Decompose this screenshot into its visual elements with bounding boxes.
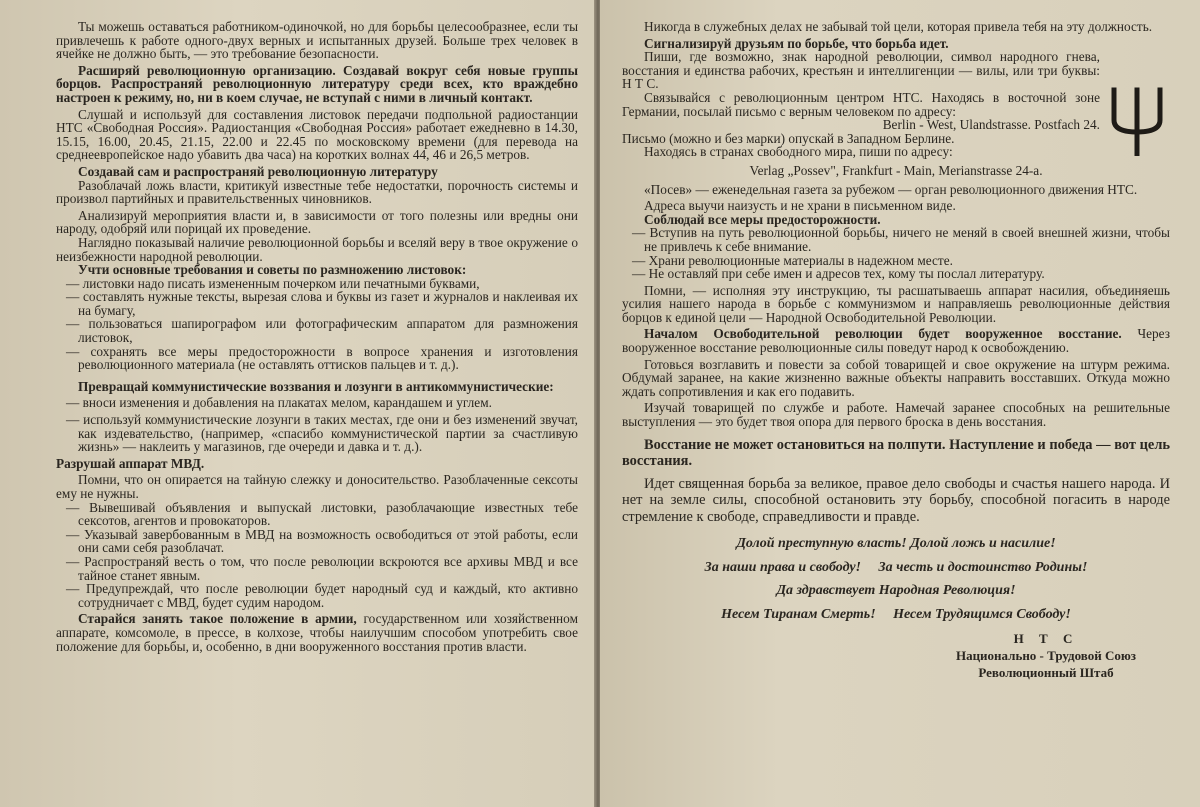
paragraph-uprising-start [622,327,1170,354]
paragraph-show: Наглядно показывай наличие революционной борьбы и вселяй веру в твое окружение о неизбежности народной революции. [56,234,578,264]
paragraph-position [56,612,578,653]
right-page [600,0,1200,807]
list-item: — листовки надо писать измененным почерком или печатными буквами, [66,275,480,291]
paragraph-expose: Разоблачай ложь власти, критикуй известные тебе недостатки, порочность системы и произвол партийных и правительственных чиновников. [56,177,578,207]
heading-slogans: Превращай коммунистические воззвания и лозунги в антикоммунистические: [78,378,554,394]
list-item: — Вывешивай объявления и выпускай листовки, разоблачающие известных тебе сексотов, агентов и провокаторов. [66,499,578,529]
address-berlin: Berlin - West, Ulandstrasse. Postfach 24. [882,117,1100,133]
paragraph-contact: Связывайся с революционным центром НТС. Находясь в восточной зоне Германии, посылай письмо с верным человеком по адресу: [622,89,1100,119]
paragraph-remember: Помни, — исполняя эту инструкцию, ты расшатываешь аппарат насилия, объединяешь усилия нашего народа в борьбе с коммунизмом и направляешь революционные действия борцов к единой цели — Народной Освободительной Революции. [622,282,1170,325]
list-item: — Распространяй весть о том, что после революции вскроются все архивы МВД и все тайное станет явным. [66,553,578,583]
paragraph-radio: Слушай и используй для составления листовок передачи подпольной радиостанции НТС «Свободная Россия». Радиостанция «Свободная Россия» работает ежедневно в 14.30, 15.15, 16.00, 20.45, 21.15, 22.00 и 22.45 по московскому времени (для перевода на среднеевропейское надо убавить два часа) на коротких волнах 44, 46 и 26,5 метров. [56,106,578,163]
paragraph-posev: «Посев» — еженедельная газета за рубежом — орган революционного движения НТС. [644,181,1138,197]
list-item: — Храни революционные материалы в надежном месте. [632,252,953,268]
left-page [0,0,596,807]
paragraph-signal: Пиши, где возможно, знак народной революции, символ народного гнева, восстания и единства рабочих, крестьян и интеллигенции — вилы, или три буквы: Н Т С. [622,49,1100,92]
paragraph-study: Изучай товарищей по службе и работе. Намечай заранее способных на решительные выступления — это будет твоя опора для первого броска в день восстания. [622,400,1170,430]
list-item: — Указывай завербованным в МВД на возможность освободиться от этой работы, если они сами себя разоблачат. [66,526,578,556]
list-item: — Предупреждай, что после революции будет народный суд и каждый, кто активно сотрудничает с МВД, будет судим народом. [66,581,578,610]
address-frankfurt: Verlag „Possev", Frankfurt - Main, Merianstrasse 24-a. [749,162,1043,178]
paragraph-holy: Идет священная борьба за великое, правое дело свободы и счастья нашего народа. И нет на земле силы, способной остановить эту борьбу, способной погасить в народе стремление к свободе, справедливости и правде. [622,475,1170,525]
heading-signal: Сигнализируй друзьям по борьбе, что борьба идет. [644,35,949,51]
uprising-start-bold: Началом Освободительной революции будет вооруженное восстание. [644,326,1122,342]
list-item: — составлять нужные тексты, вырезая слова и буквы из газет и журналов и наклеивая их на бумагу, [66,289,578,318]
paragraph-mvd: Помни, что он опирается на тайную слежку и доносительство. Разоблаченные сексоты ему не нужны. [56,472,578,501]
list-item: — используй коммунистические лозунги в таких местах, где они и без изменений звучат, как издевательство, (например, «спасибо коммунистической партии за счастливую жизнь» — наклеить у магазинов, где очереди и давка и т. д.). [66,412,578,455]
heading-caution: Соблюдай все меры предосторожности. [644,211,881,227]
paragraph-analyze: Анализируй мероприятия власти и, в зависимости от того полезны или вредны они народу, одобряй или порицай их проведение. [56,207,578,237]
list-item: — пользоваться шапирографом или фотографическим аппаратом для размножения листовок, [66,316,578,346]
uprising-start-rest: Через вооруженное восстание революционные силы поведут народ к освобождению. [622,326,1170,356]
list-item: — сохранять все меры предосторожности в вопросе хранения и изготовления революционного материала (не оставлять оттисков пальцев и т. д.). [66,343,578,373]
position-rest: государственном или хозяйственном аппарате, комсомоле, в прессе, в колхозе, чтобы наилучшим способом употребить свое положение для борьбы, и, особенно, в дни вооруженного восстания против власти. [56,611,578,654]
slogan-rights: За наши права и свободу! За честь и достоинство Родины! [704,559,1088,575]
list-item: — Вступив на путь революционной борьбы, ничего не меняй в своей внешней жизни, чтобы не привлечь к себе внимание. [632,225,1170,254]
slogan-tyrants: Несем Тиранам Смерть! Несем Трудящимся Свободу! [721,606,1071,622]
heading-leaflets: Учти основные требования и советы по размножению листовок: [78,262,467,278]
trident-icon [1108,86,1166,156]
heading-mvd: Разрушай аппарат МВД. [56,455,205,471]
slogan-long-live: Да здравствует Народная Революция! [776,583,1016,599]
signature-nts: Н Т С [1013,630,1079,646]
paragraph-cells: Ты можешь оставаться работником-одиночкой, но для борьбы целесообразнее, если ты привлечешь к работе одного-двух верных и испытанных друзей. Больше трех человек в ячейке не должно быть, — это требование безопасности. [56,19,578,62]
list-item: — Не оставляй при себе имен и адресов тех, кому ты послал литературу. [632,266,1045,282]
list-item: — вноси изменения и добавления на плакатах мелом, карандашем и углем. [66,395,492,411]
signature-block [922,630,1170,681]
paragraph-addresses: Адреса выучи наизусть и не храни в письменном виде. [644,198,956,214]
signature-staff: Революционный Штаб [978,664,1114,680]
paragraph-prepare: Готовься возглавить и повести за собой товарищей и свое окружение на штурм режима. Обдумай заранее, на какие жизненно важные объекты направить восставших. Откуда можно ждать сопротивления и как его подавить. [622,356,1170,399]
heading-uprising: Восстание не может остановиться на полпути. Наступление и победа — вот цель восстания. [622,436,1170,470]
paragraph-expand: Расширяй революционную организацию. Создавай вокруг себя новые группы борцов. Распространяй революционную литературу среди всех, кто враждебно настроен к режиму, но, ни в коем случае, не вступай с ними в личный контакт. [56,62,578,105]
paragraph-intro: Никогда в служебных делах не забывай той цели, которая привела тебя на эту должность. [644,19,1153,34]
signature-union: Национально - Трудовой Союз [955,647,1137,663]
heading-literature: Создавай сам и распространяй революционную литературу [78,163,438,179]
paragraph-west-berlin: Письмо (можно и без марки) опускай в Западном Берлине. [622,130,955,146]
slogan-down: Долой преступную власть! Долой ложь и насилие! [736,536,1056,552]
paragraph-free-world: Находясь в странах свободного мира, пиши по адресу: [644,144,953,160]
position-bold: Старайся занять такое положение в армии, [78,611,357,627]
